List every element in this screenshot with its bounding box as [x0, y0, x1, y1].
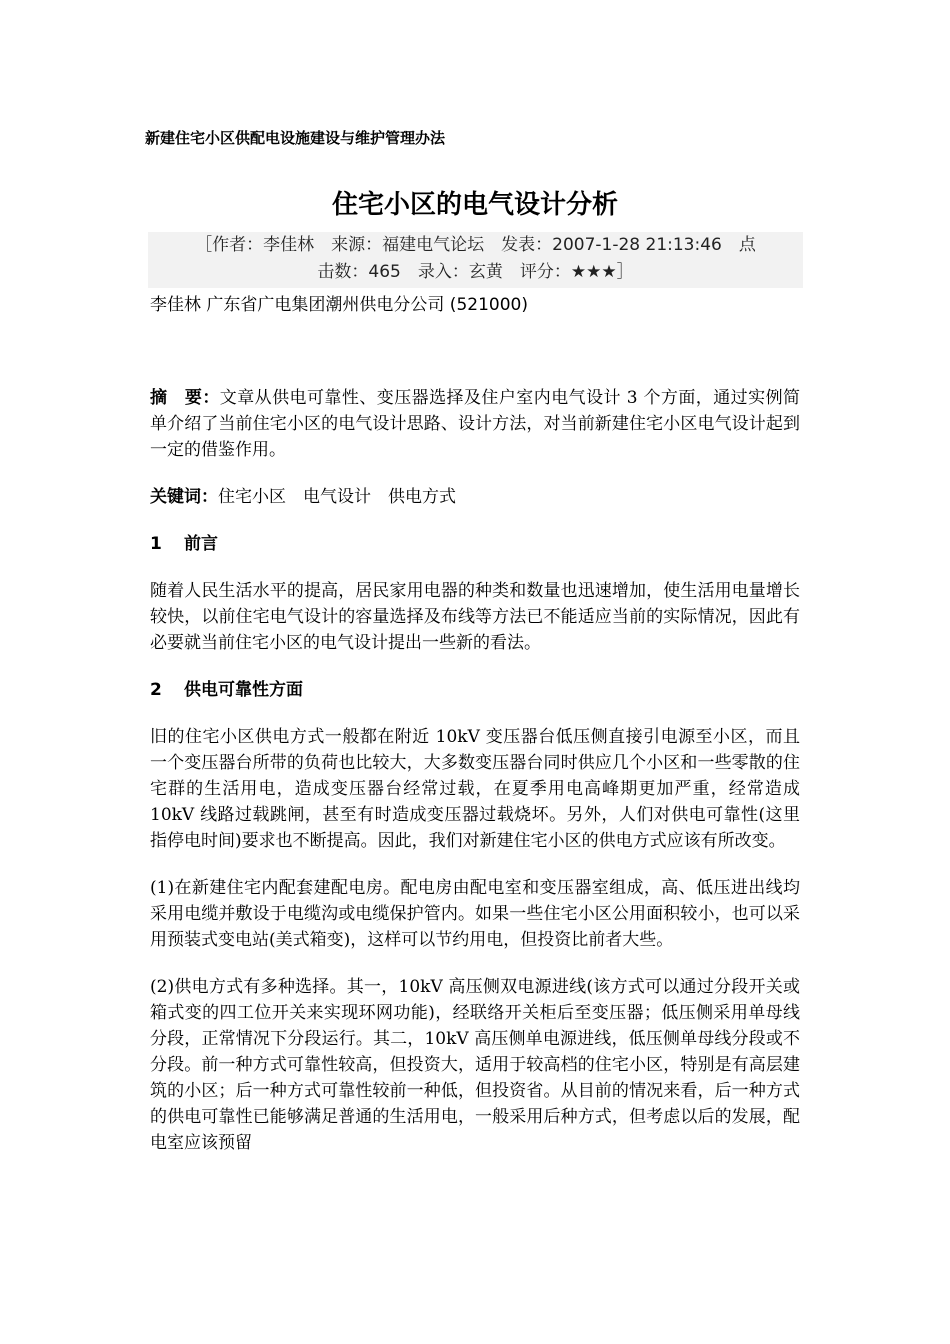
- author-affiliation: 李佳林 广东省广电集团潮州供电分公司 (521000): [150, 295, 528, 315]
- article-title: 住宅小区的电气设计分析: [331, 190, 618, 220]
- section-title: 供电可靠性方面: [184, 680, 303, 700]
- paragraph: (2)供电方式有多种选择。其一，10kV 高压侧双电源进线(该方式可以通过分段开关或箱式变的四工位开关来实现环网功能)，经联络开关柜后至变压器；低压侧采用单母线分段，正常情况下分段运行。其二，10kV 高压侧单电源进线，低压侧单母线分段或不分段。前一种方式可靠性较高，但投资大，适用于较高档的住宅小区，特别是有高层建筑的小区；后一种方式可靠性较前一种低，但投资省。从目前的情况来看，后一种方式的供电可靠性已能够满足普通的生活用电，一般采用后种方式，但考虑以后的发展，配电室应该预留: [150, 977, 800, 1153]
- article-body: [150, 385, 800, 1177]
- paragraph: 旧的住宅小区供电方式一般都在附近 10kV 变压器台低压侧直接引电源至小区，而且一个变压器台所带的负荷也比较大，大多数变压器台同时供应几个小区和一些零散的住宅群的生活用电，造成变压器台经常过载，在夏季用电高峰期更加严重，经常造成 10kV 线路过载跳闸，甚至有时造成变压器过载烧坏。另外，人们对供电可靠性(这里指停电时间)要求也不断提高。因此，我们对新建住宅小区的供电方式应该有所改变。: [150, 727, 800, 851]
- paragraph: 随着人民生活水平的提高，居民家用电器的种类和数量也迅速增加，使生活用电量增长较快，以前住宅电气设计的容量选择及布线等方法已不能适应当前的实际情况，因此有必要就当前住宅小区的电气设计提出一些新的看法。: [150, 581, 800, 653]
- article-meta-box: [148, 232, 803, 288]
- keywords-label: 关键词：: [150, 487, 218, 507]
- abstract-label: 摘 要：: [150, 388, 220, 408]
- abstract-text: 文章从供电可靠性、变压器选择及住户室内电气设计 3 个方面，通过实例简单介绍了当前住宅小区的电气设计思路、设计方法，对当前新建住宅小区电气设计起到一定的借鉴作用。: [150, 388, 801, 460]
- paragraph: (1)在新建住宅内配套建配电房。配电房由配电室和变压器室组成，高、低压进出线均采用电缆并敷设于电缆沟或电缆保护管内。如果一些住宅小区公用面积较小，也可以采用预装式变电站(美式箱变)，这样可以节约用电，但投资比前者大些。: [150, 878, 800, 950]
- section-title: 前言: [184, 534, 218, 554]
- section-heading: [150, 677, 800, 703]
- section-number: 1: [150, 534, 162, 554]
- keywords-text: 住宅小区 电气设计 供电方式: [218, 487, 456, 507]
- article-meta-line-1: ［作者：李佳林 来源：福建电气论坛 发表：2007-1-28 21:13:46 点: [195, 235, 756, 255]
- article-meta-line-2: 击数：465 录入：玄黄 评分：★★★］: [317, 262, 634, 282]
- header-title: 新建住宅小区供配电设施建设与维护管理办法: [145, 129, 446, 147]
- section-heading: [150, 531, 800, 557]
- section-number: 2: [150, 680, 162, 700]
- keywords: [150, 484, 800, 510]
- abstract: [150, 385, 800, 463]
